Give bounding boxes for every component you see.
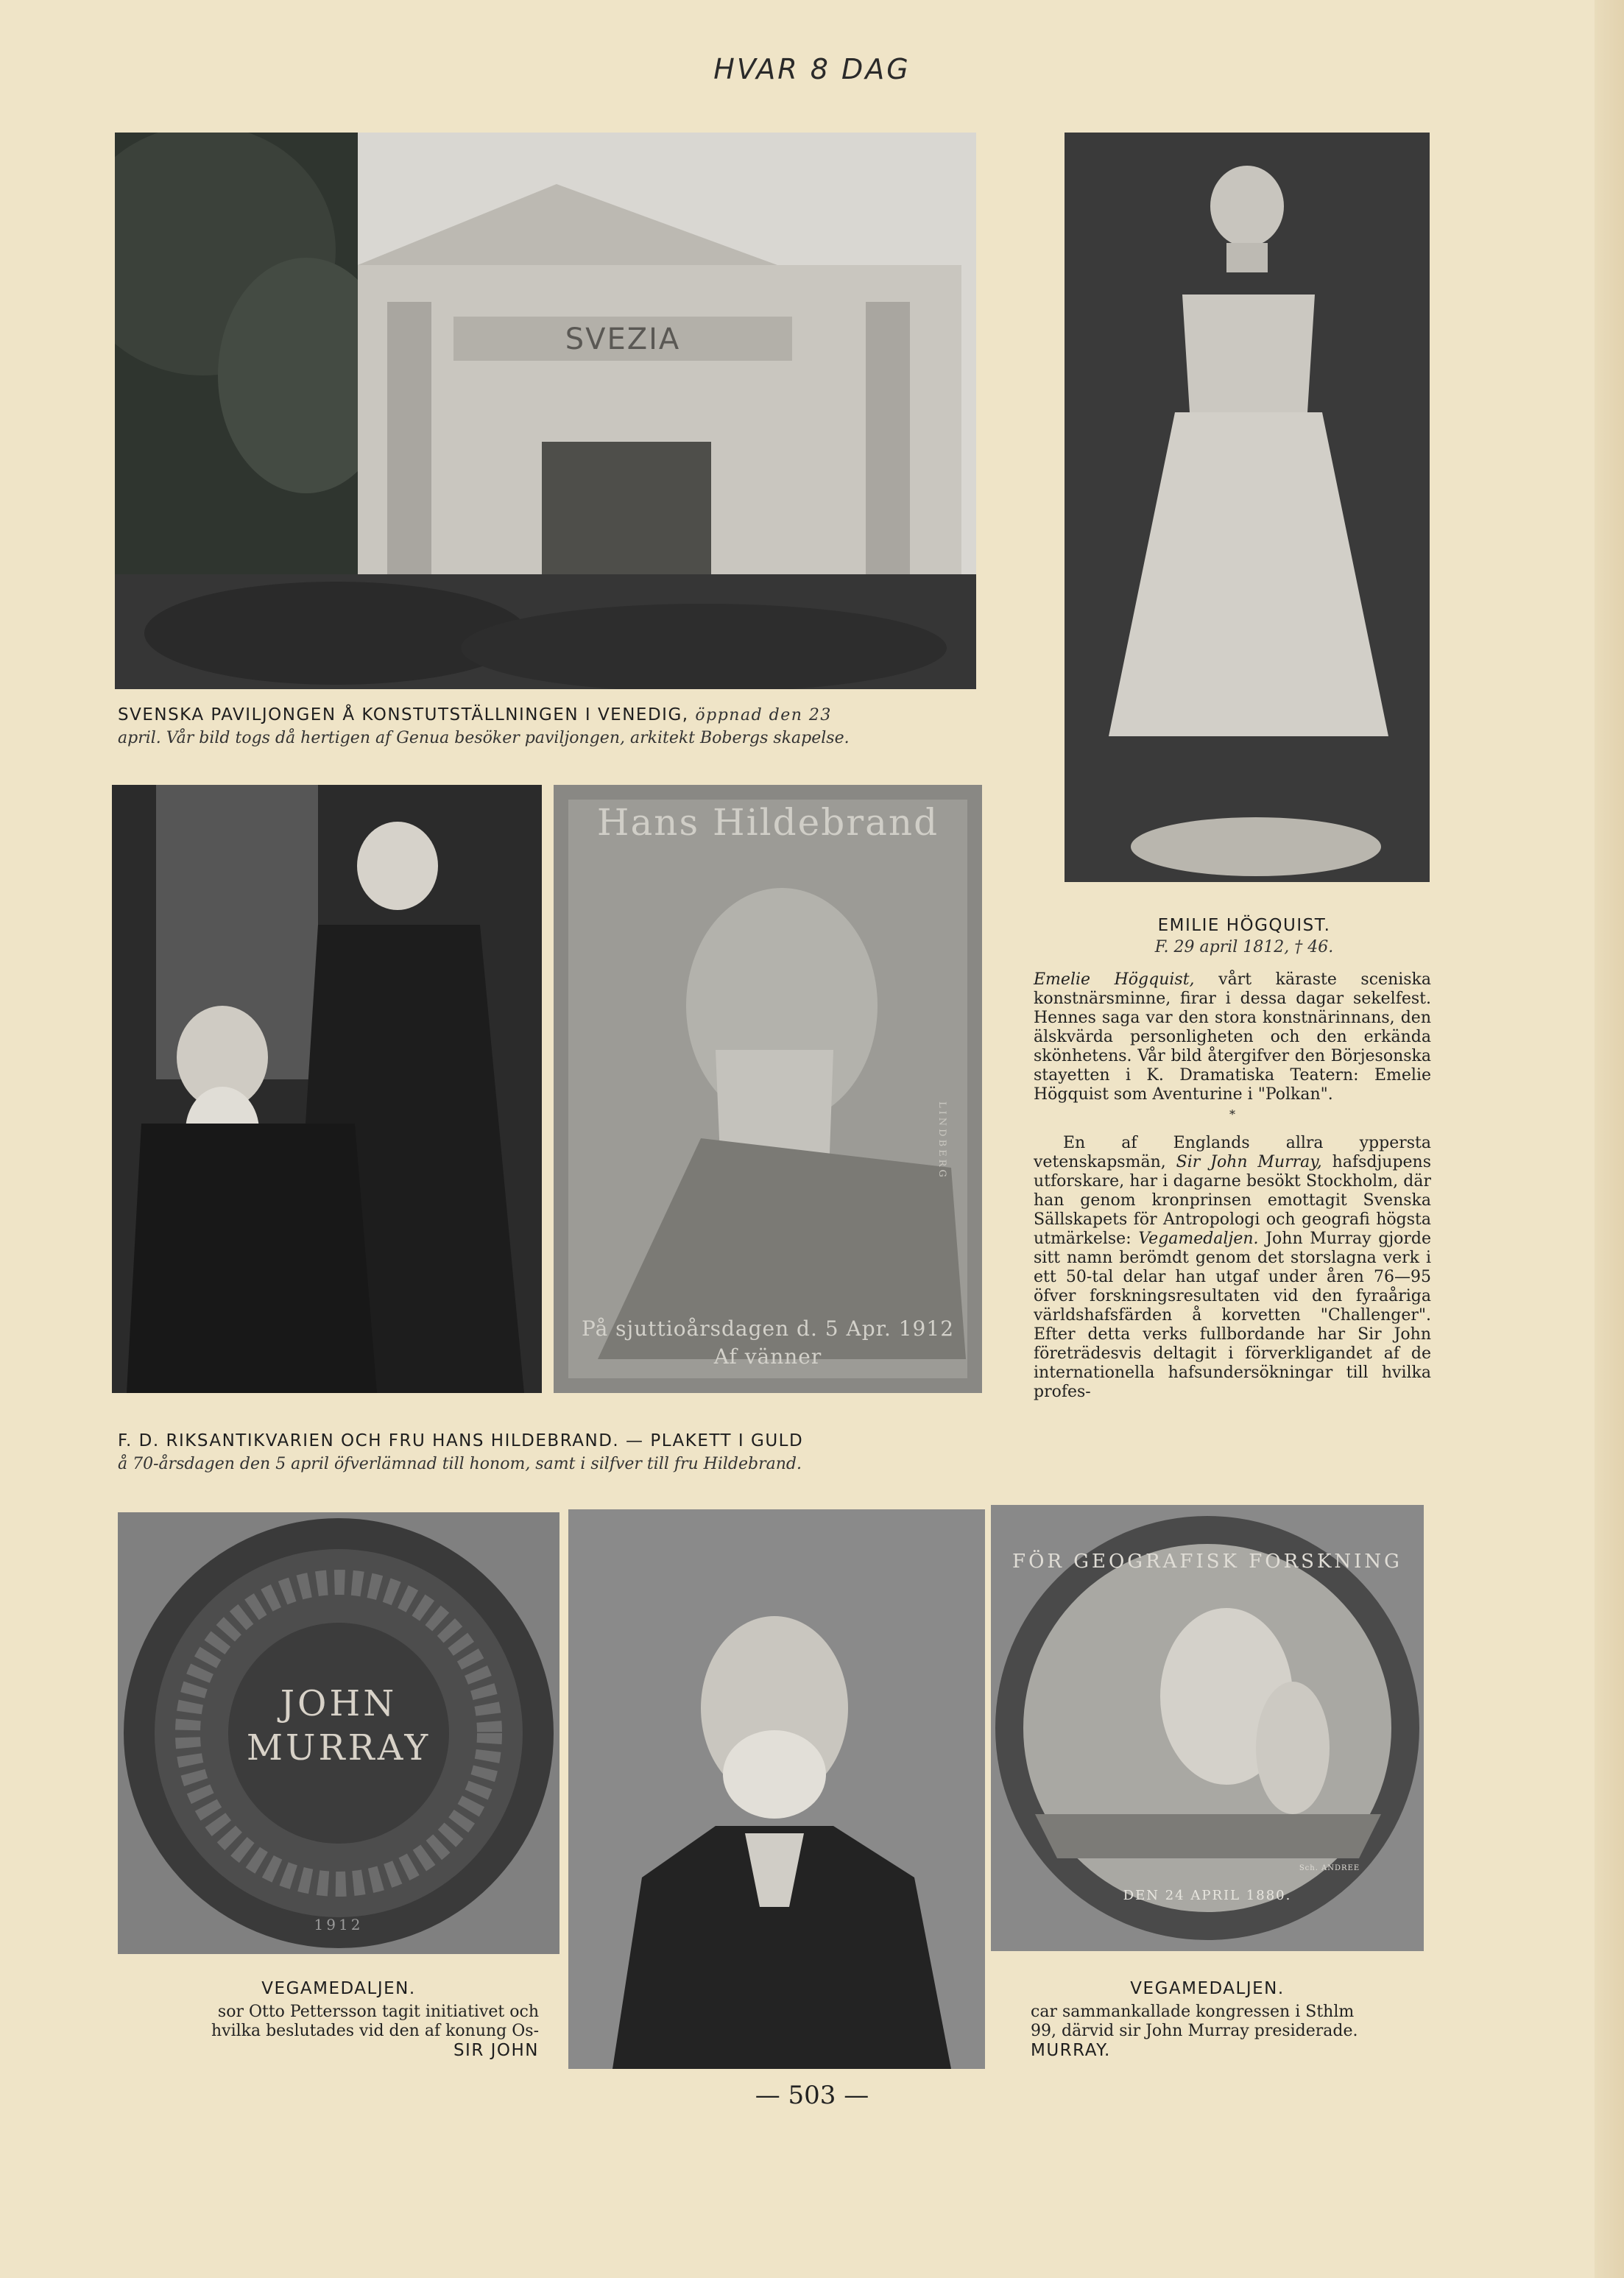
hildebrand-caption-line1: F. D. RIKSANTIKVARIEN OCH FRU HANS HILDEBRAND. — PLAKETT I GULD xyxy=(118,1431,804,1450)
plaque-title: Hans Hildebrand xyxy=(596,801,939,844)
right-vega-caption-text xyxy=(1031,2003,1428,2060)
plaque-signature: LINDBERG xyxy=(936,1101,947,1180)
hogquist-paragraph-body: vårt käraste sceniska konstnärsminne, firar i dessa dagar sekelfest. Hennes saga var den stora konstnärinnans, den älskvärda personligheten och den erkända skönhetens. Vår bild återgifver den Börjesonska stayetten i K. Dramatiska Teatern: Emelie Högquist som Aventurine i "Polkan". xyxy=(1034,970,1432,1104)
pavilion-caption-line1 xyxy=(118,705,986,724)
running-header: HVAR 8 DAG xyxy=(713,53,911,85)
murray-paragraph xyxy=(1034,1134,1431,1402)
murray-medal-reverse-photo xyxy=(118,1512,559,1954)
left-vega-caption-text xyxy=(144,2003,539,2060)
page-edge xyxy=(1595,0,1624,2278)
article-separator: * xyxy=(1229,1107,1235,1121)
hogquist-paragraph xyxy=(1034,970,1431,1104)
left-vega-caption-line2: hvilka beslutades vid den af konung Os- xyxy=(211,2022,539,2040)
medal-center-line1: JOHN xyxy=(280,1683,398,1724)
hildebrand-plaque-photo xyxy=(554,785,982,1393)
right-vega-caption-line1: car sammankallade kongressen i Sthlm xyxy=(1031,2003,1355,2021)
vega-medal-obverse-photo xyxy=(991,1505,1424,1951)
murray-paragraph-end: John Murray gjorde sitt namn berömdt genom det storslagna verk i ett 50-tal delar han utgaf under åren 76—95 öfver forskningsresultaten vid den fyraåriga världshafsfärden å korvetten "Challenger". Efter detta verks fullbordande har Sir John företrädesvis deltagit i förverkligandet af de internationella hafsundersökningar till hvilka profes- xyxy=(1034,1230,1432,1401)
plaque-inscription-line2: Af vänner xyxy=(713,1344,822,1369)
murray-name: Sir John Murray, xyxy=(1176,1153,1322,1171)
pavilion-caption-caps: SVENSKA PAVILJONGEN Å KONSTUTSTÄLLNINGEN I VENEDIG, xyxy=(118,705,689,724)
pavilion-photo xyxy=(115,133,976,689)
pavilion-caption-date: öppnad den 23 xyxy=(695,706,832,724)
murray-paragraph-mid: hafsdjupens utforskare, har i dagarne besökt Stockholm, där han genom kronprinsen emottagit Svenska Sällskapets för Antropologi och geografi högsta utmärkelse: xyxy=(1034,1153,1432,1248)
right-vega-caption-title: VEGAMEDALJEN. xyxy=(1130,1979,1285,1998)
hogquist-article xyxy=(1034,970,1431,1402)
right-vega-caption-line3: MURRAY. xyxy=(1031,2041,1111,2060)
pavilion-facade-text: SVEZIA xyxy=(565,322,681,356)
left-vega-caption-title: VEGAMEDALJEN. xyxy=(261,1979,416,1998)
left-vega-caption-line1: sor Otto Pettersson tagit initiativet och xyxy=(217,2003,539,2021)
hildebrand-couple-photo xyxy=(112,785,542,1393)
hildebrand-caption-line2: å 70-årsdagen den 5 april öfverlämnad till honom, samt i silfver till fru Hildebrand. xyxy=(118,1455,802,1473)
medal-center-line2: MURRAY xyxy=(246,1727,431,1769)
medal-exergue: DEN 24 APRIL 1880. xyxy=(1123,1888,1292,1903)
left-vega-caption-line3: SIR JOHN xyxy=(453,2041,539,2060)
plaque-inscription-line1: På sjuttioårsdagen d. 5 Apr. 1912 xyxy=(581,1316,955,1341)
murray-paragraph-start: En af Englands allra yppersta vetenskapsmän, xyxy=(1034,1134,1431,1171)
john-murray-portrait xyxy=(568,1509,985,2069)
hogquist-dates: F. 29 april 1812, † 46. xyxy=(1154,938,1334,956)
murray-medal-name: Vegamedaljen. xyxy=(1138,1230,1259,1248)
hogquist-lead: Emelie Högquist, xyxy=(1034,970,1195,989)
medal-maker: Sch. ANDREE xyxy=(1299,1864,1360,1872)
hogquist-name: EMILIE HÖGQUIST. xyxy=(1157,916,1331,935)
medal-rim-text: FÖR GEOGRAFISK FORSKNING xyxy=(1012,1551,1402,1573)
hogquist-statue-photo xyxy=(1065,133,1430,882)
pavilion-caption-line2: april. Vår bild togs då hertigen af Genua besöker paviljongen, arkitekt Bobergs skapelse. xyxy=(118,729,850,747)
medal-year: 1912 xyxy=(314,1916,364,1933)
page-number: — 503 — xyxy=(755,2081,869,2110)
right-vega-caption-line2: 99, därvid sir John Murray presiderade. xyxy=(1031,2022,1358,2040)
